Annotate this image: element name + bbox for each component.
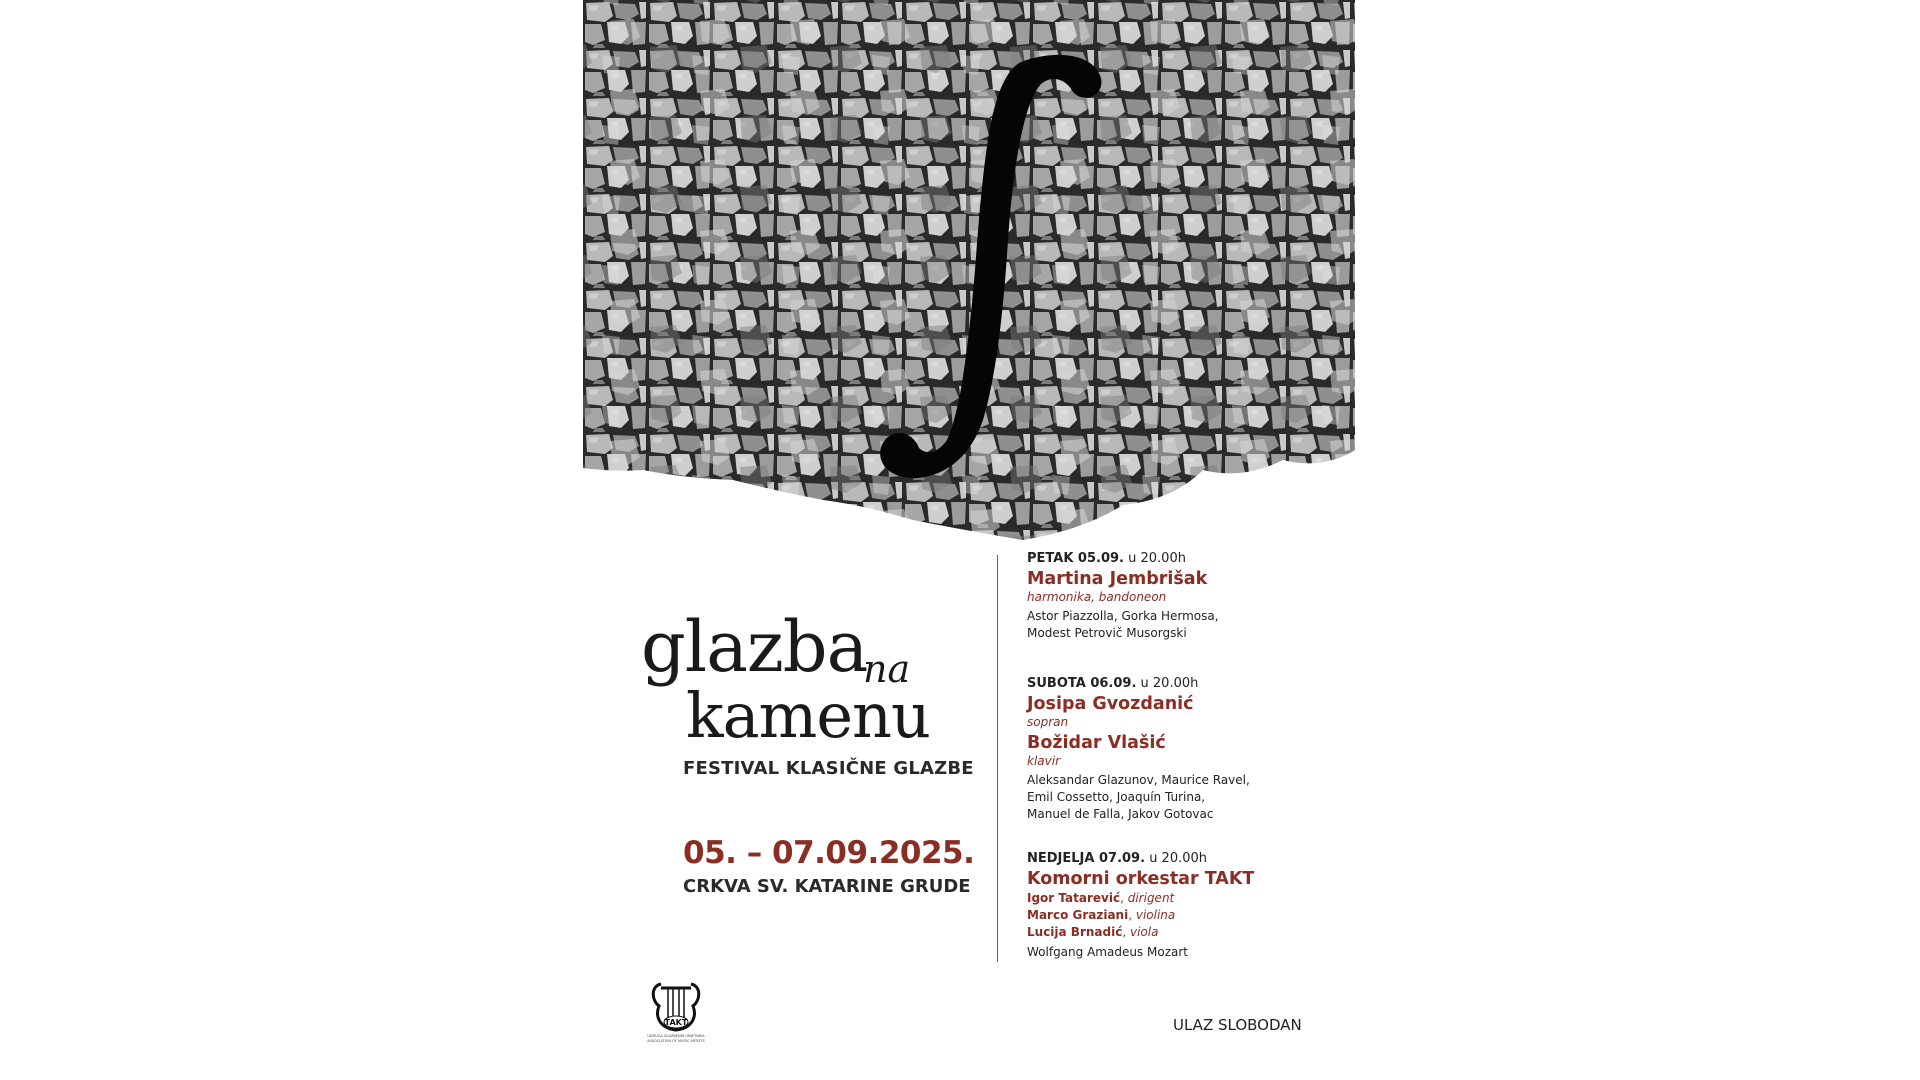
performer-name: Komorni orkestar TAKT [1027, 869, 1255, 889]
repertoire: Wolfgang Amadeus Mozart [1027, 945, 1188, 959]
performer-name: Josipa Gvozdanić [1027, 694, 1194, 714]
concert-friday [1027, 550, 1347, 642]
performer-name: Martina Jembrišak [1027, 569, 1208, 589]
concert-date: PETAK 05.09. u 20.00h [1027, 551, 1186, 566]
orchestra-member: Lucija Brnadić, viola [1027, 925, 1159, 939]
stone-wall-image [583, 0, 1355, 545]
festival-subtitle: FESTIVAL KLASIČNE GLAZBE [683, 758, 974, 779]
poster [583, 0, 1355, 1080]
performer-role: klavir [1027, 754, 1061, 768]
repertoire: Astor Piazzolla, Gorka Hermosa, Modest Petrovič Musorgski [1027, 609, 1219, 640]
festival-title [641, 606, 981, 752]
title-glazba: glazba [641, 606, 868, 688]
festival-venue: CRKVA SV. KATARINE GRUDE [683, 876, 971, 897]
concert-sunday [1027, 850, 1347, 961]
orchestra-member: Marco Graziani, violina [1027, 908, 1176, 922]
divider-line [997, 555, 998, 962]
festival-dates: 05. – 07.09.2025. [683, 835, 975, 871]
orchestra-member: Igor Tatarević, dirigent [1027, 891, 1175, 905]
svg-text:TAKT: TAKT [664, 1018, 688, 1027]
title-na: na [863, 647, 911, 691]
repertoire: Aleksandar Glazunov, Maurice Ravel, Emil Cossetto, Joaquín Turina, Manuel de Falla, Jakov Gotovac [1027, 773, 1250, 821]
concert-saturday [1027, 675, 1347, 823]
logo-caption: UDRUGA GLAZBENIH UMJETNIKA ASSOCIATION OF MUSIC ARTISTS [647, 1034, 705, 1043]
title-kamenu: kamenu [686, 679, 930, 752]
performer-role: harmonika, bandoneon [1027, 590, 1167, 604]
performer-name: Božidar Vlašić [1027, 733, 1166, 753]
concert-date: NEDJELJA 07.09. u 20.00h [1027, 851, 1208, 866]
performer-role: sopran [1027, 715, 1069, 729]
concert-date: SUBOTA 06.09. u 20.00h [1027, 676, 1199, 691]
free-entry-text: ULAZ SLOBODAN [1173, 1016, 1302, 1034]
